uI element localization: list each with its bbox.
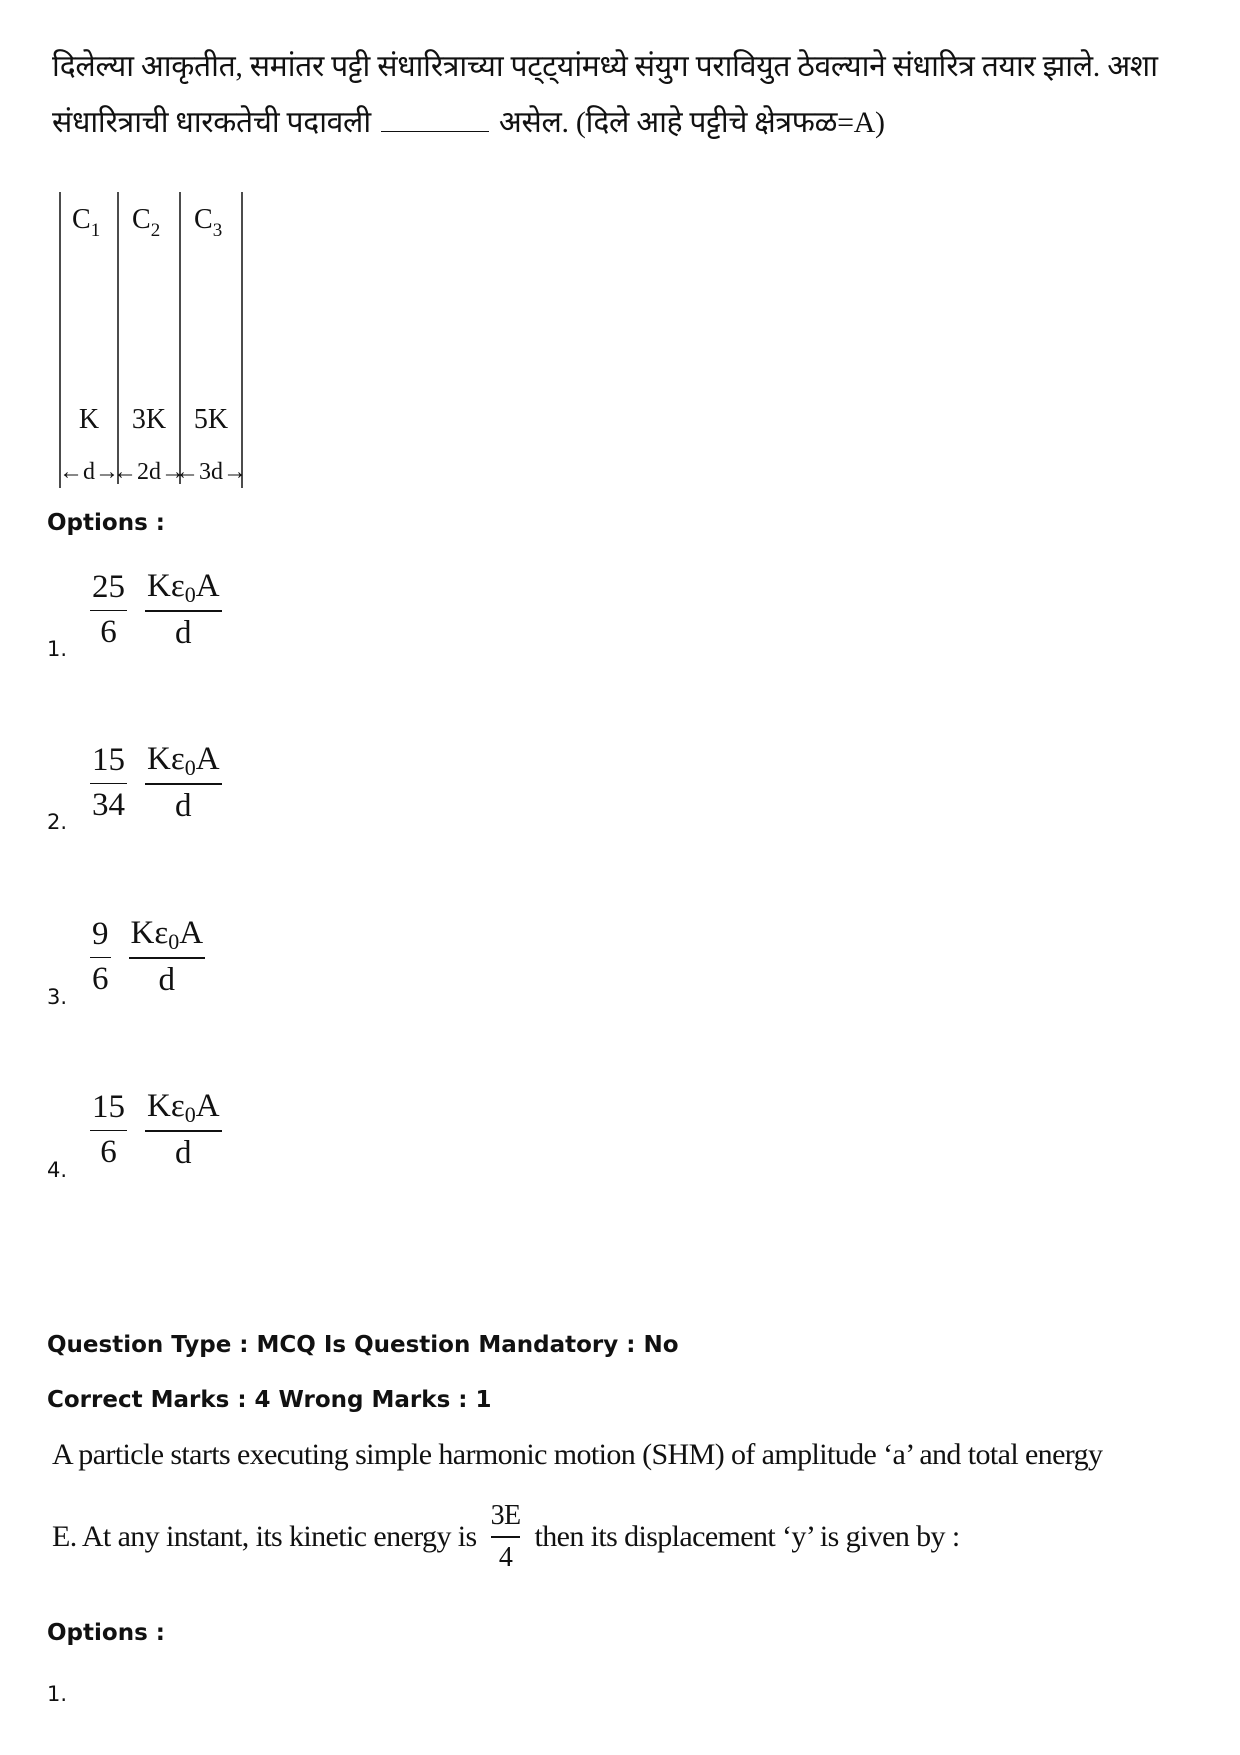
- option-3-expression: [90, 915, 205, 1000]
- option-1-expression: [90, 568, 222, 653]
- fraction-numerator: 3E: [490, 1500, 521, 1531]
- coefficient-fraction: [90, 569, 127, 652]
- coefficient-numerator: 15: [92, 741, 125, 778]
- coefficient-fraction: [90, 1089, 127, 1172]
- thickness-label: ←3d→: [175, 459, 247, 485]
- expression-numerator: $K\varepsilon_0A$: [130, 915, 204, 954]
- question2-option-1-number: 1.: [47, 1682, 68, 1706]
- expression-fraction: [129, 915, 206, 1000]
- coefficient-fraction: [90, 916, 111, 999]
- coefficient-numerator: 15: [92, 1088, 125, 1125]
- coefficient-numerator: 25: [92, 568, 125, 605]
- answer-blank: [381, 131, 489, 132]
- options-label-2: Options :: [47, 1620, 165, 1646]
- kinetic-energy-fraction: [491, 1500, 521, 1574]
- expression-denominator: d: [158, 961, 176, 998]
- question-text-line-2-start: संधारित्राची धारकतेची पदावली: [52, 106, 371, 139]
- coefficient-numerator: 9: [92, 915, 109, 952]
- question2-text-line-1: A particle starts executing simple harmonic motion (SHM) of amplitude ‘a’ and total energy: [52, 1438, 1103, 1471]
- capacitor-diagram: [50, 188, 280, 498]
- expression-fraction: [145, 1088, 222, 1173]
- option-1-number: 1.: [47, 637, 68, 661]
- question-type-line: Question Type : MCQ Is Question Mandatory : No: [47, 1332, 679, 1358]
- expression-numerator: $K\varepsilon_0A$: [147, 568, 220, 607]
- option-4-number: 4.: [47, 1158, 68, 1182]
- thickness-label: ←2d→: [113, 459, 185, 485]
- coefficient-denominator: 6: [100, 614, 117, 651]
- coefficient-fraction: [90, 742, 127, 825]
- option-2-expression: [90, 741, 222, 826]
- dielectric-label: 5K: [193, 404, 229, 435]
- expression-numerator: $K\varepsilon_0A$: [147, 1088, 220, 1127]
- coefficient-denominator: 6: [92, 961, 109, 998]
- question2-text-line-2-start: E. At any instant, its kinetic energy is: [52, 1519, 477, 1553]
- expression-fraction: [145, 568, 222, 653]
- option-3-number: 3.: [47, 985, 68, 1009]
- dielectric-label: K: [78, 404, 100, 435]
- thickness-label: ←d→: [59, 459, 119, 485]
- question-text-line-1: दिलेल्या आकृतीत, समांतर पट्टी संधारित्राच्या पट्ट्यांमध्ये संयुग परावियुत ठेवल्याने संधारित्र तयार झाले. अशा: [52, 50, 1158, 83]
- capacitor-label: $C_2$: [132, 204, 161, 241]
- capacitor-label: $C_1$: [72, 204, 101, 241]
- marks-line: Correct Marks : 4 Wrong Marks : 1: [47, 1387, 492, 1413]
- option-2-number: 2.: [47, 810, 68, 834]
- coefficient-denominator: 6: [100, 1134, 117, 1171]
- question-text-line-2: [52, 100, 885, 141]
- options-label: Options :: [47, 510, 165, 536]
- question2-text-line-2: [52, 1500, 960, 1574]
- expression-denominator: d: [175, 614, 192, 651]
- expression-denominator: d: [175, 1134, 192, 1171]
- question-text-line-2-end: असेल. (दिले आहे पट्टीचे क्षेत्रफळ=A): [498, 106, 885, 139]
- fraction-denominator: 4: [498, 1541, 513, 1573]
- expression-denominator: d: [175, 787, 192, 824]
- option-4-expression: [90, 1088, 222, 1173]
- capacitor-label: $C_3$: [194, 204, 223, 241]
- expression-numerator: $K\varepsilon_0A$: [147, 741, 220, 780]
- coefficient-denominator: 34: [92, 787, 125, 824]
- dielectric-label: 3K: [131, 404, 167, 435]
- expression-fraction: [145, 741, 222, 826]
- question2-text-line-2-end: then its displacement ‘y’ is given by :: [534, 1519, 960, 1553]
